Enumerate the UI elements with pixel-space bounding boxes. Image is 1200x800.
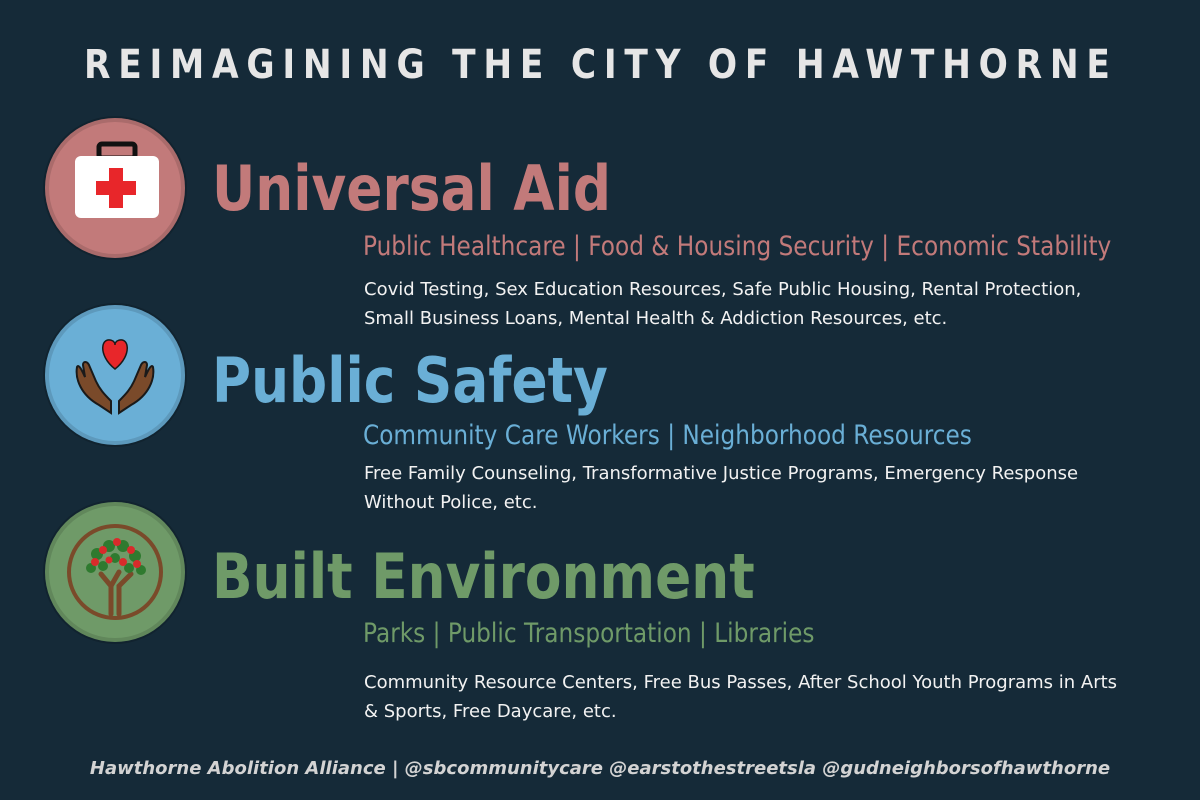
section-subheading: Community Care Workers | Neighborhood Resources	[363, 420, 972, 451]
tree-icon	[45, 502, 185, 642]
section-description: Community Resource Centers, Free Bus Passes, After School Youth Programs in Arts & Sports, Free Daycare, etc.	[364, 672, 1118, 722]
first-aid-kit-icon	[45, 118, 185, 258]
section-heading: Built Environment	[212, 540, 755, 613]
section-heading: Public Safety	[212, 344, 608, 417]
section-description: Covid Testing, Sex Education Resources, Safe Public Housing, Rental Protection, Small Business Loans, Mental Health & Addiction Resources, etc.	[364, 279, 1082, 329]
hands-holding-heart-icon	[45, 305, 185, 445]
section-heading: Universal Aid	[212, 152, 612, 225]
section-description: Free Family Counseling, Transformative Justice Programs, Emergency Response Without Police, etc.	[364, 463, 1079, 513]
section-subheading: Parks | Public Transportation | Libraries	[363, 618, 815, 649]
page-title: REIMAGINING THE CITY OF HAWTHORNE	[84, 42, 1118, 88]
section-subheading: Public Healthcare | Food & Housing Security | Economic Stability	[363, 231, 1112, 262]
footer-credits: Hawthorne Abolition Alliance | @sbcommunitycare @earstothestreetsla @gudneighborsofhawthorne	[89, 758, 1111, 779]
